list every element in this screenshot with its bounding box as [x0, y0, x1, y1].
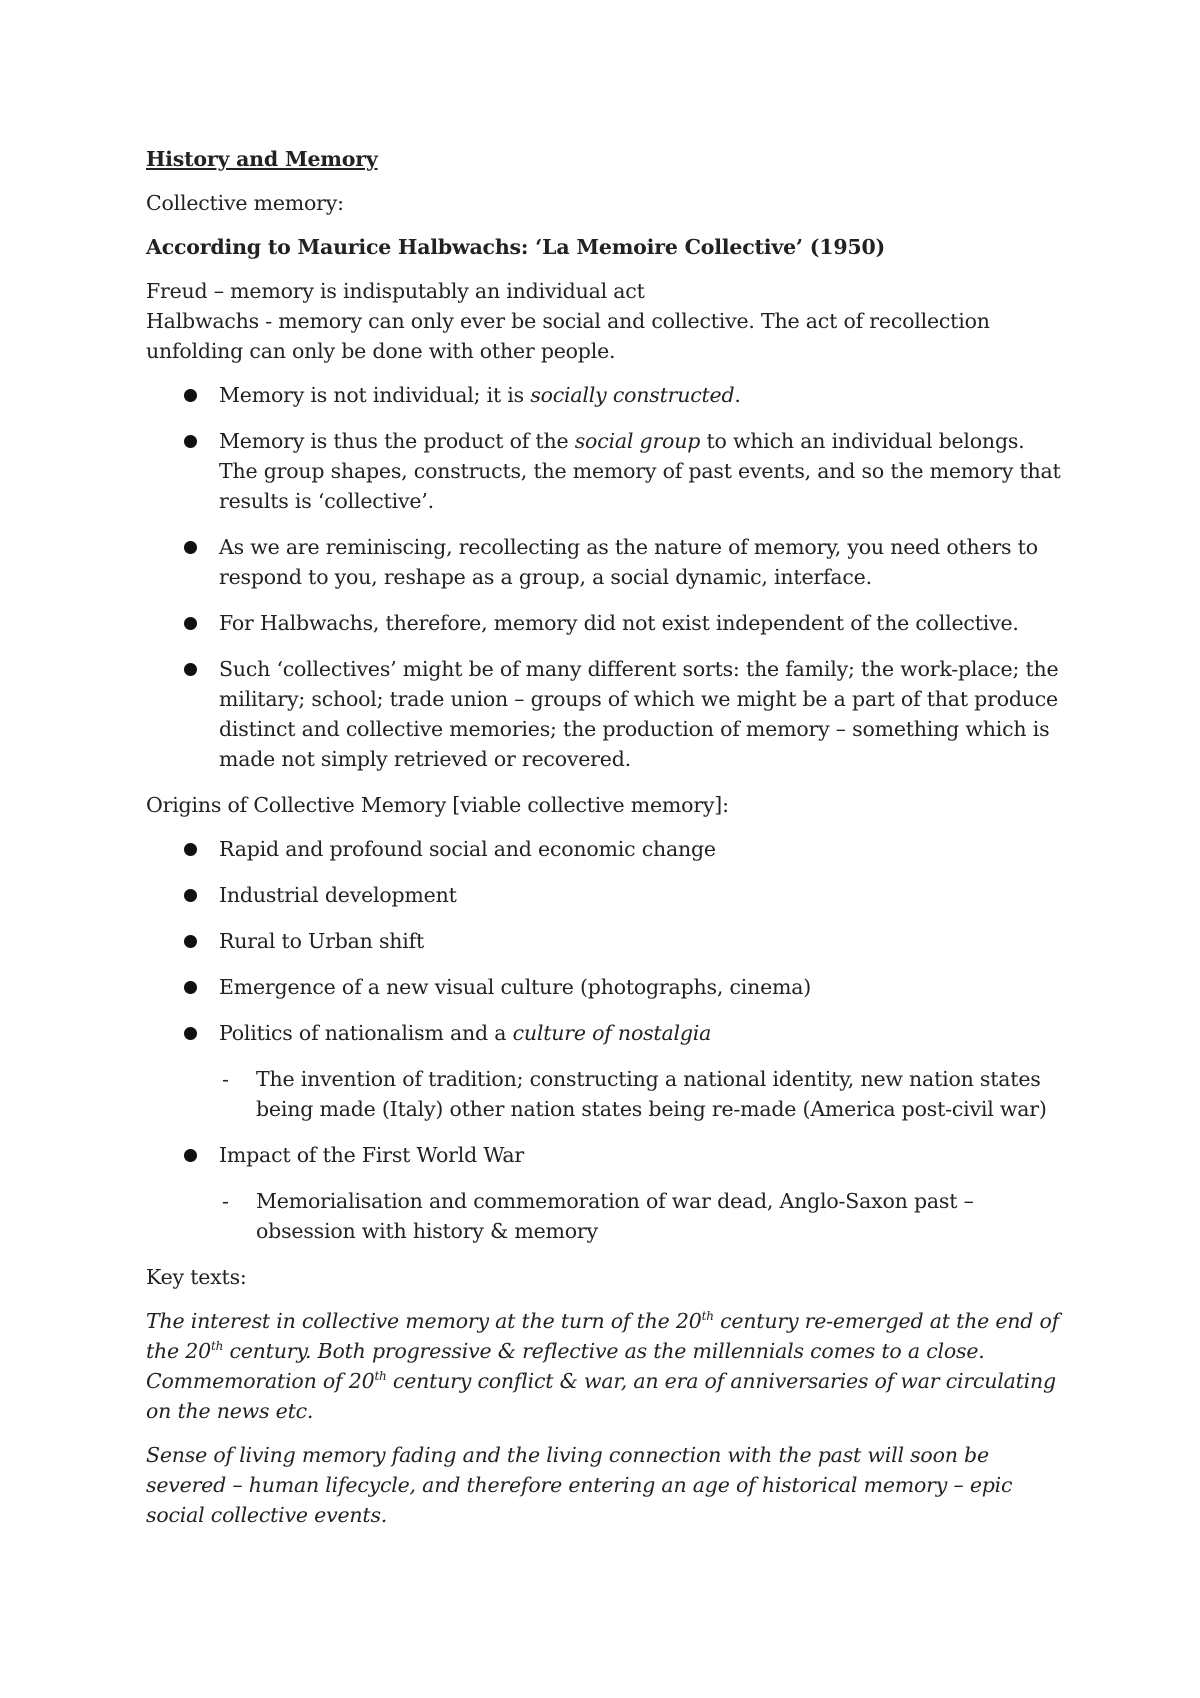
- list-item: Industrial development: [146, 880, 1066, 910]
- freud-line: Freud – memory is indisputably an individual act: [146, 279, 645, 303]
- origins-label: Origins of Collective Memory [viable collective memory]:: [146, 793, 729, 817]
- list-item: Such ‘collectives’ might be of many different sorts: the family; the work-place; the military; school; trade union – groups of which we might be a part of that produce distinct and collective memories; the production of memory – something which is made not simply retrieved or recovered.: [146, 654, 1066, 774]
- halbwachs-heading: According to Maurice Halbwachs: ‘La Memoire Collective’ (1950): [146, 235, 886, 259]
- list-item: Impact of the First World War: [146, 1140, 1066, 1170]
- nationalism-sub-list: [146, 1064, 1066, 1124]
- document-page: [146, 144, 1066, 1544]
- key-text-paragraph-2: Sense of living memory fading and the living connection with the past will soon be severed – human lifecycle, and therefore entering an age of historical memory – epic social collective events.: [146, 1443, 1013, 1527]
- list-item: Memory is not individual; it is socially constructed.: [146, 380, 1066, 410]
- list-item: As we are reminiscing, recollecting as the nature of memory, you need others to respond to you, reshape as a group, a social dynamic, interface.: [146, 532, 1066, 592]
- key-texts-label: Key texts:: [146, 1265, 247, 1289]
- war-sub-list: [146, 1186, 1066, 1246]
- halbwachs-line: Halbwachs - memory can only ever be social and collective. The act of recollection unfolding can only be done with other people.: [146, 309, 990, 363]
- collective-memory-label: Collective memory:: [146, 191, 344, 215]
- list-item: - Memorialisation and commemoration of war dead, Anglo-Saxon past – obsession with history & memory: [146, 1186, 1066, 1246]
- list-item: Memory is thus the product of the social group to which an individual belongs. The group shapes, constructs, the memory of past events, and so the memory that results is ‘collective’.: [146, 426, 1066, 516]
- list-item: Politics of nationalism and a culture of nostalgia: [146, 1018, 1066, 1048]
- document-title: History and Memory: [146, 147, 378, 171]
- origins-bullet-list: [146, 834, 1066, 1048]
- freud-halbwachs-paragraph: [146, 276, 1066, 366]
- list-item: Rural to Urban shift: [146, 926, 1066, 956]
- list-item: Emergence of a new visual culture (photographs, cinema): [146, 972, 1066, 1002]
- war-bullet-list: [146, 1140, 1066, 1170]
- key-text-paragraph-1: The interest in collective memory at the turn of the 20th century re-emerged at the end of the 20th century. Both progressive & reflective as the millennials comes to a close. Commemoration of 20th century conflict & war, an era of anniversaries of war circulating on the news etc.: [146, 1309, 1060, 1423]
- list-item: - The invention of tradition; constructing a national identity, new nation states being made (Italy) other nation states being re-made (America post-civil war): [146, 1064, 1066, 1124]
- list-item: Rapid and profound social and economic change: [146, 834, 1066, 864]
- halbwachs-bullet-list: [146, 380, 1066, 774]
- list-item: For Halbwachs, therefore, memory did not exist independent of the collective.: [146, 608, 1066, 638]
